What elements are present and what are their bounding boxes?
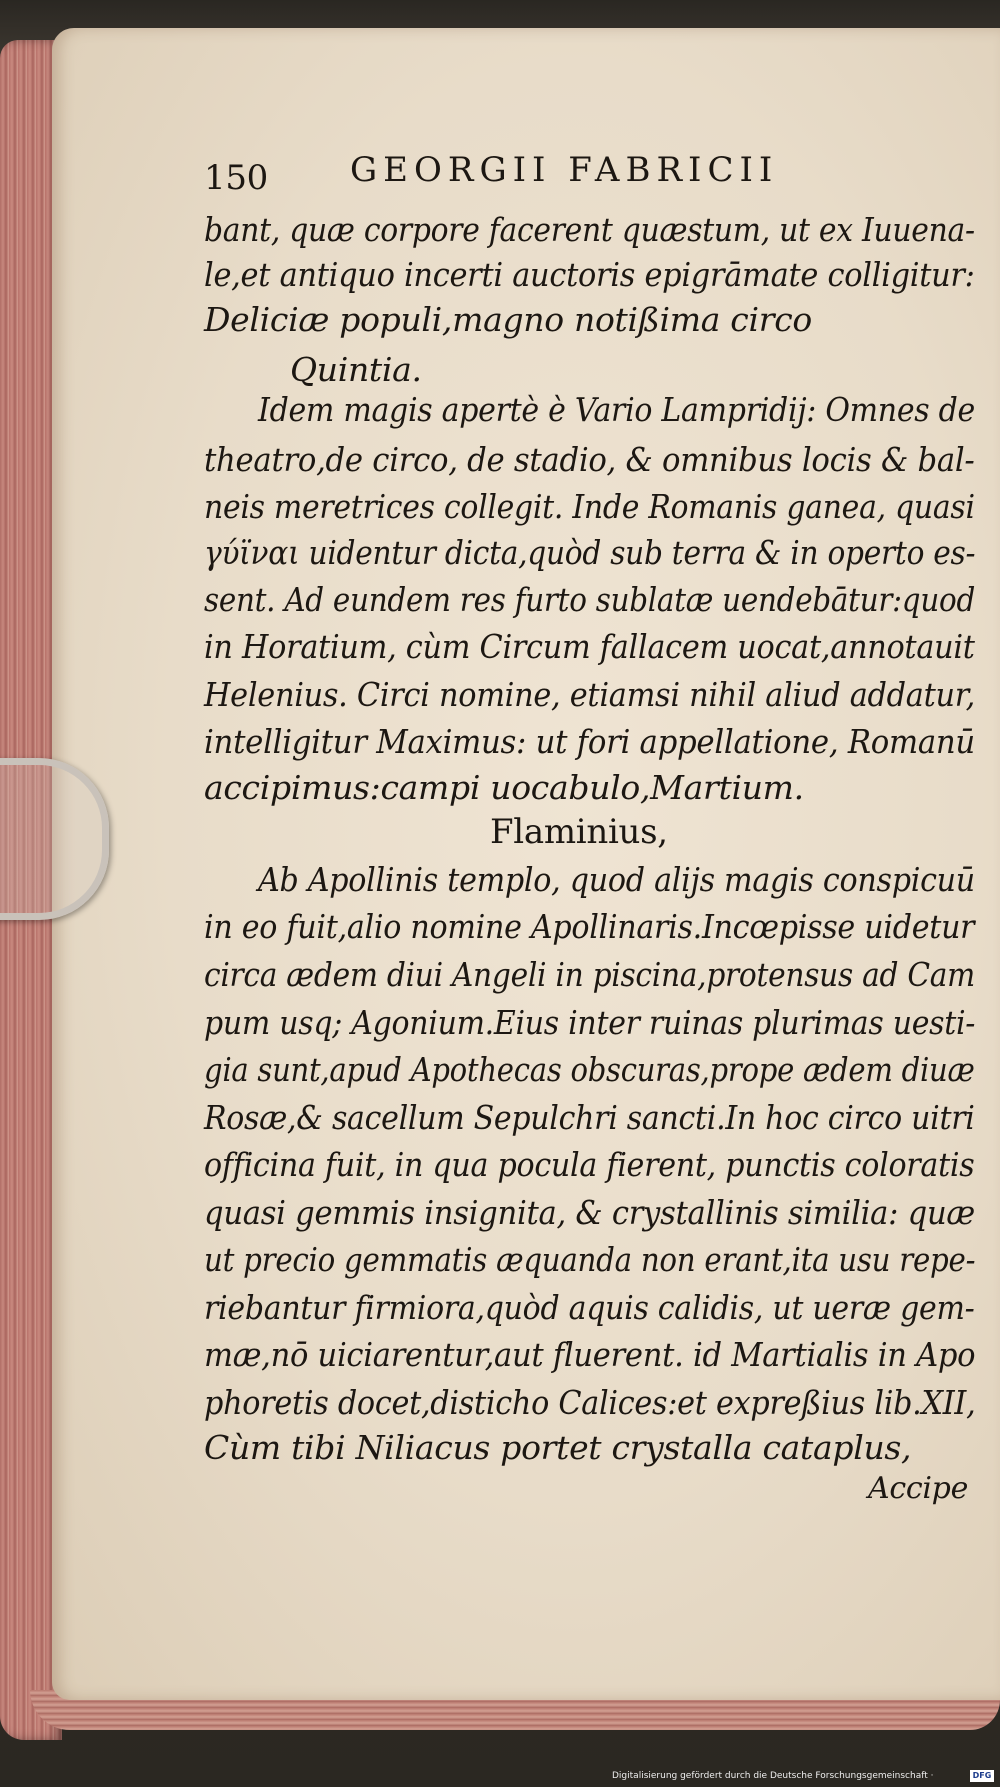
text-line: γύϊναι uidentur dicta,quòd sub terra & in operto es- (204, 533, 976, 572)
text-line: Cùm tibi Niliacus portet crystalla cataplus, (204, 1428, 912, 1467)
running-title: GEORGII FABRICII (350, 150, 779, 190)
text-line: accipimus:campi uocabulo,Martium. (204, 768, 804, 807)
text-line: theatro,de circo, de stadio, & omnibus locis & bal- (204, 440, 975, 479)
text-line: gia sunt,apud Apothecas obscuras,prope ædem diuæ (204, 1050, 975, 1089)
text-line: Rosæ,& sacellum Sepulchri sancti.In hoc circo uitri (204, 1098, 975, 1137)
text-line: mæ,nō uiciarentur,aut fluerent. id Martialis in Apo (204, 1335, 976, 1374)
text-line: in Horatium, cùm Circum fallacem uocat,annotauit (204, 627, 975, 666)
page-number: 150 (204, 158, 268, 198)
text-line: neis meretrices collegit. Inde Romanis ganea, quasi (204, 487, 975, 526)
text-line: Helenius. Circi nomine, etiamsi nihil aliud addatur, (204, 675, 975, 714)
dfg-logo: DFG (970, 1770, 994, 1782)
digitization-credit: Digitalisierung gefördert durch die Deutsche Forschungsgemeinschaft · (612, 1771, 934, 1781)
text-line: phoretis docet,disticho Calices:et expreßius lib.XII, (204, 1383, 976, 1422)
text-line: ut precio gemmatis æquanda non erant,ita usu repe- (204, 1240, 976, 1279)
text-line: Idem magis apertè è Vario Lampridij: Omnes de (258, 390, 976, 429)
text-line: intelligitur Maximus: ut fori appellatione, Romanū (204, 722, 975, 761)
text-line: le,et antiquo incerti auctoris epigrāmate colligitur: (204, 255, 975, 294)
catchword: Accipe (868, 1471, 969, 1506)
text-line: Ab Apollinis templo, quod alijs magis conspicuū (258, 860, 975, 899)
text-line: in eo fuit,alio nomine Apollinaris.Incœpisse uidetur (204, 907, 975, 946)
text-line: bant, quæ corpore facerent quæstum, ut ex Iuuena- (204, 210, 975, 249)
text-line: pum usq; Agonium.Eius inter ruinas plurimas uesti- (204, 1003, 976, 1042)
text-line: Quintia. (290, 350, 422, 389)
text-line: riebantur firmiora,quòd aquis calidis, ut ueræ gem- (204, 1288, 975, 1327)
text-line: quasi gemmis insignita, & crystallinis similia: quæ (204, 1193, 975, 1232)
text-line: sent. Ad eundem res furto sublatæ uendebātur:quod (204, 580, 976, 619)
text-line: Deliciæ populi,magno notißima circo (204, 300, 812, 339)
text-line: circa ædem diui Angeli in piscina,protensus ad Cam (204, 955, 975, 994)
section-heading: Flaminius, (490, 812, 668, 852)
text-line: officina fuit, in qua pocula fierent, punctis coloratis (204, 1145, 975, 1184)
